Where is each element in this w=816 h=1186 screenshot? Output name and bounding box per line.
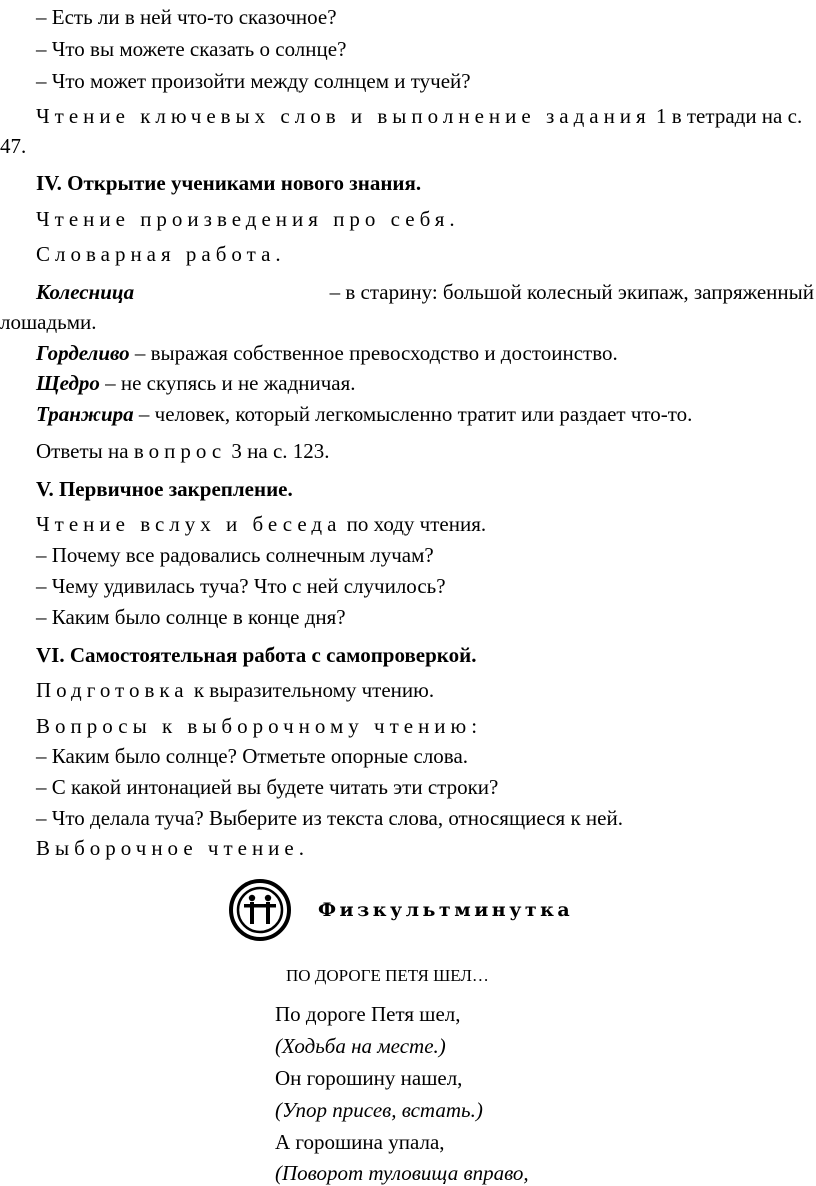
plain-text: 1 в тетради на с. (655, 104, 803, 128)
vocab-term: Щедро (36, 371, 100, 395)
poem-stage-direction: (Упор присев, встать.) (275, 1098, 483, 1122)
task-line: Выборочное чтение. (36, 836, 309, 860)
plain-text: по ходу чтения. (341, 512, 487, 536)
vocab-entry (36, 401, 692, 427)
exercise-icon (228, 878, 292, 942)
question-line: – Что делала туча? Выберите из текста слова, относящиеся к ней. (36, 806, 623, 830)
question-line: – Почему все радовались солнечным лучам? (36, 543, 434, 567)
spaced-text: вопрос (133, 439, 227, 463)
vocab-term: Колесница (36, 280, 135, 304)
poem-title: ПО ДОРОГЕ ПЕТЯ ШЕЛ… (286, 966, 489, 985)
question-line: – Каким было солнце? Отметьте опорные слова. (36, 744, 469, 768)
vocab-def: – не скупясь и не жадничая. (99, 371, 356, 395)
task-line (36, 677, 434, 703)
vocab-entry (36, 340, 618, 366)
reading-task-line (36, 103, 816, 129)
spaced-text: Чтение вслух и беседа (36, 512, 342, 536)
page-number-cont: 47. (0, 134, 27, 158)
plain-text: Ответы на (36, 439, 134, 463)
task-line: Вопросы к выборочному чтению: (36, 714, 483, 738)
answers-line (36, 438, 330, 464)
poem-line: А горошина упала, (275, 1130, 445, 1154)
vocab-entry (36, 279, 814, 305)
vocab-entry (36, 370, 356, 396)
fizminutka-header (228, 878, 573, 942)
task-line (36, 511, 486, 537)
vocab-def-cont: лошадьми. (0, 310, 97, 334)
fizminutka-title: Физкультминутка (318, 899, 574, 921)
vocab-def: – человек, который легкомысленно тратит или раздает что-то. (133, 402, 693, 426)
question-line: – Чему удивилась туча? Что с ней случилось? (36, 574, 446, 598)
question-line: – Каким было солнце в конце дня? (36, 605, 346, 629)
poem-stage-direction: (Ходьба на месте.) (275, 1034, 446, 1058)
task-line: Чтение произведения про себя. (36, 207, 460, 231)
plain-text: 3 на с. 123. (226, 439, 330, 463)
question-line: – Есть ли в ней что-то сказочное? (36, 5, 337, 29)
plain-text: к выразительному чтению. (188, 678, 435, 702)
question-line: – С какой интонацией вы будете читать эти строки? (36, 775, 499, 799)
spaced-text: Подготовка (36, 678, 189, 702)
vocab-term: Горделиво (36, 341, 130, 365)
poem-line: Он горошину нашел, (275, 1066, 463, 1090)
poem-line: По дороге Петя шел, (275, 1002, 461, 1026)
question-line: – Что может произойти между солнцем и тучей? (36, 69, 471, 93)
spaced-text: Чтение ключевых слов и выполнение задания (36, 104, 651, 128)
task-line: Словарная работа. (36, 242, 286, 266)
vocab-term: Транжира (36, 402, 134, 426)
poem-stage-direction: (Поворот туловища вправо, (275, 1161, 529, 1185)
vocab-def: – выражая собственное превосходство и достоинство. (129, 341, 618, 365)
question-line: – Что вы можете сказать о солнце? (36, 37, 347, 61)
section-heading: V. Первичное закрепление. (36, 477, 293, 501)
section-heading: VI. Самостоятельная работа с самопроверкой. (36, 643, 477, 667)
vocab-def: – в старину: большой колесный экипаж, запряженный (329, 280, 814, 304)
section-heading: IV. Открытие учениками нового знания. (36, 171, 422, 195)
